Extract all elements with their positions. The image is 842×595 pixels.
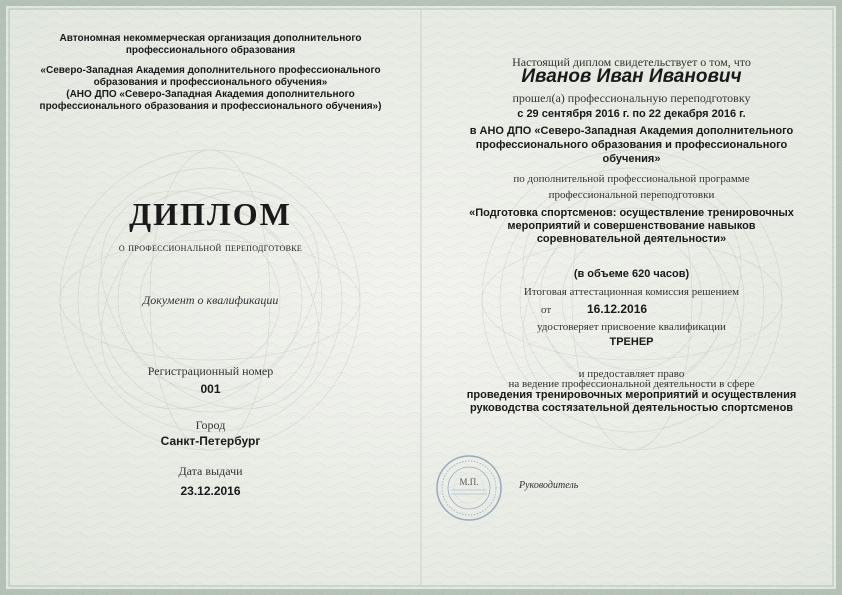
decision-from-label: от xyxy=(541,304,552,316)
diploma-title: ДИПЛОМ xyxy=(129,196,292,232)
course-volume: (в объеме 620 часов) xyxy=(573,268,690,280)
program-label-2: профессиональной переподготовки xyxy=(548,189,715,201)
registration-number: 001 xyxy=(200,382,221,396)
issue-date-value: 23.12.2016 xyxy=(180,484,241,498)
document-type: Документ о квалификации xyxy=(142,293,279,307)
institution-line-3: обучения» xyxy=(602,153,661,165)
program-line-1: «Подготовка спортсменов: осуществление тренировочных xyxy=(469,207,794,219)
issue-date-label: Дата выдачи xyxy=(178,464,243,478)
right-page xyxy=(421,0,842,595)
registration-label: Регистрационный номер xyxy=(147,364,274,378)
intro-text: Настоящий диплом свидетельствует о том, что xyxy=(512,55,751,69)
stamp-seal xyxy=(435,454,503,522)
certifies-text: удостоверяет присвоение квалификации xyxy=(537,321,726,333)
decision-date-row xyxy=(421,302,842,318)
study-period: с 29 сентября 2016 г. по 22 декабря 2016 г. xyxy=(517,108,746,120)
city-value: Санкт-Петербург xyxy=(160,434,261,448)
program-line-2: мероприятий и совершенствование навыков xyxy=(507,220,756,232)
org-line-1: Автономная некоммерческая организация дополнительного xyxy=(59,33,362,44)
grants-text: и предоставляет право xyxy=(578,368,685,380)
qualification-value: ТРЕНЕР xyxy=(609,336,654,348)
activity-line-2: руководства состязательной деятельностью спортсменов xyxy=(469,402,794,414)
stamp-label: М.П. xyxy=(459,477,479,487)
signature-label: Руководитель xyxy=(519,480,579,491)
commission-text: Итоговая аттестационная комиссия решением xyxy=(523,286,740,298)
activity-label: на ведение профессиональной деятельности в сфере xyxy=(508,378,755,390)
city-label: Город xyxy=(195,418,226,432)
org-line-4: образования и профессионального обучения» xyxy=(93,77,328,88)
program-line-3: соревновательной деятельности» xyxy=(536,233,727,245)
org-line-2: профессионального образования xyxy=(125,45,296,56)
decision-date: 16.12.2016 xyxy=(587,302,648,316)
diploma-subtitle: о профессиональной переподготовке xyxy=(118,240,303,254)
org-line-5: (АНО ДПО «Северо-Западная Академия дополнительного xyxy=(66,89,355,100)
institution-line-2: профессионального образования и профессионального xyxy=(475,139,788,151)
org-line-6: профессионального образования и профессионального обучения») xyxy=(39,101,382,112)
recipient-name: Иванов Иван Иванович xyxy=(521,66,742,87)
passed-text: прошел(а) профессиональную переподготовку xyxy=(512,91,751,105)
program-label-1: по дополнительной профессиональной программе xyxy=(513,173,750,185)
org-line-3: «Северо-Западная Академия дополнительного профессионального xyxy=(40,65,381,76)
activity-line-1: проведения тренировочных мероприятий и осуществления xyxy=(466,389,797,401)
institution-line-1: в АНО ДПО «Северо-Западная Академия дополнительного xyxy=(469,125,794,137)
